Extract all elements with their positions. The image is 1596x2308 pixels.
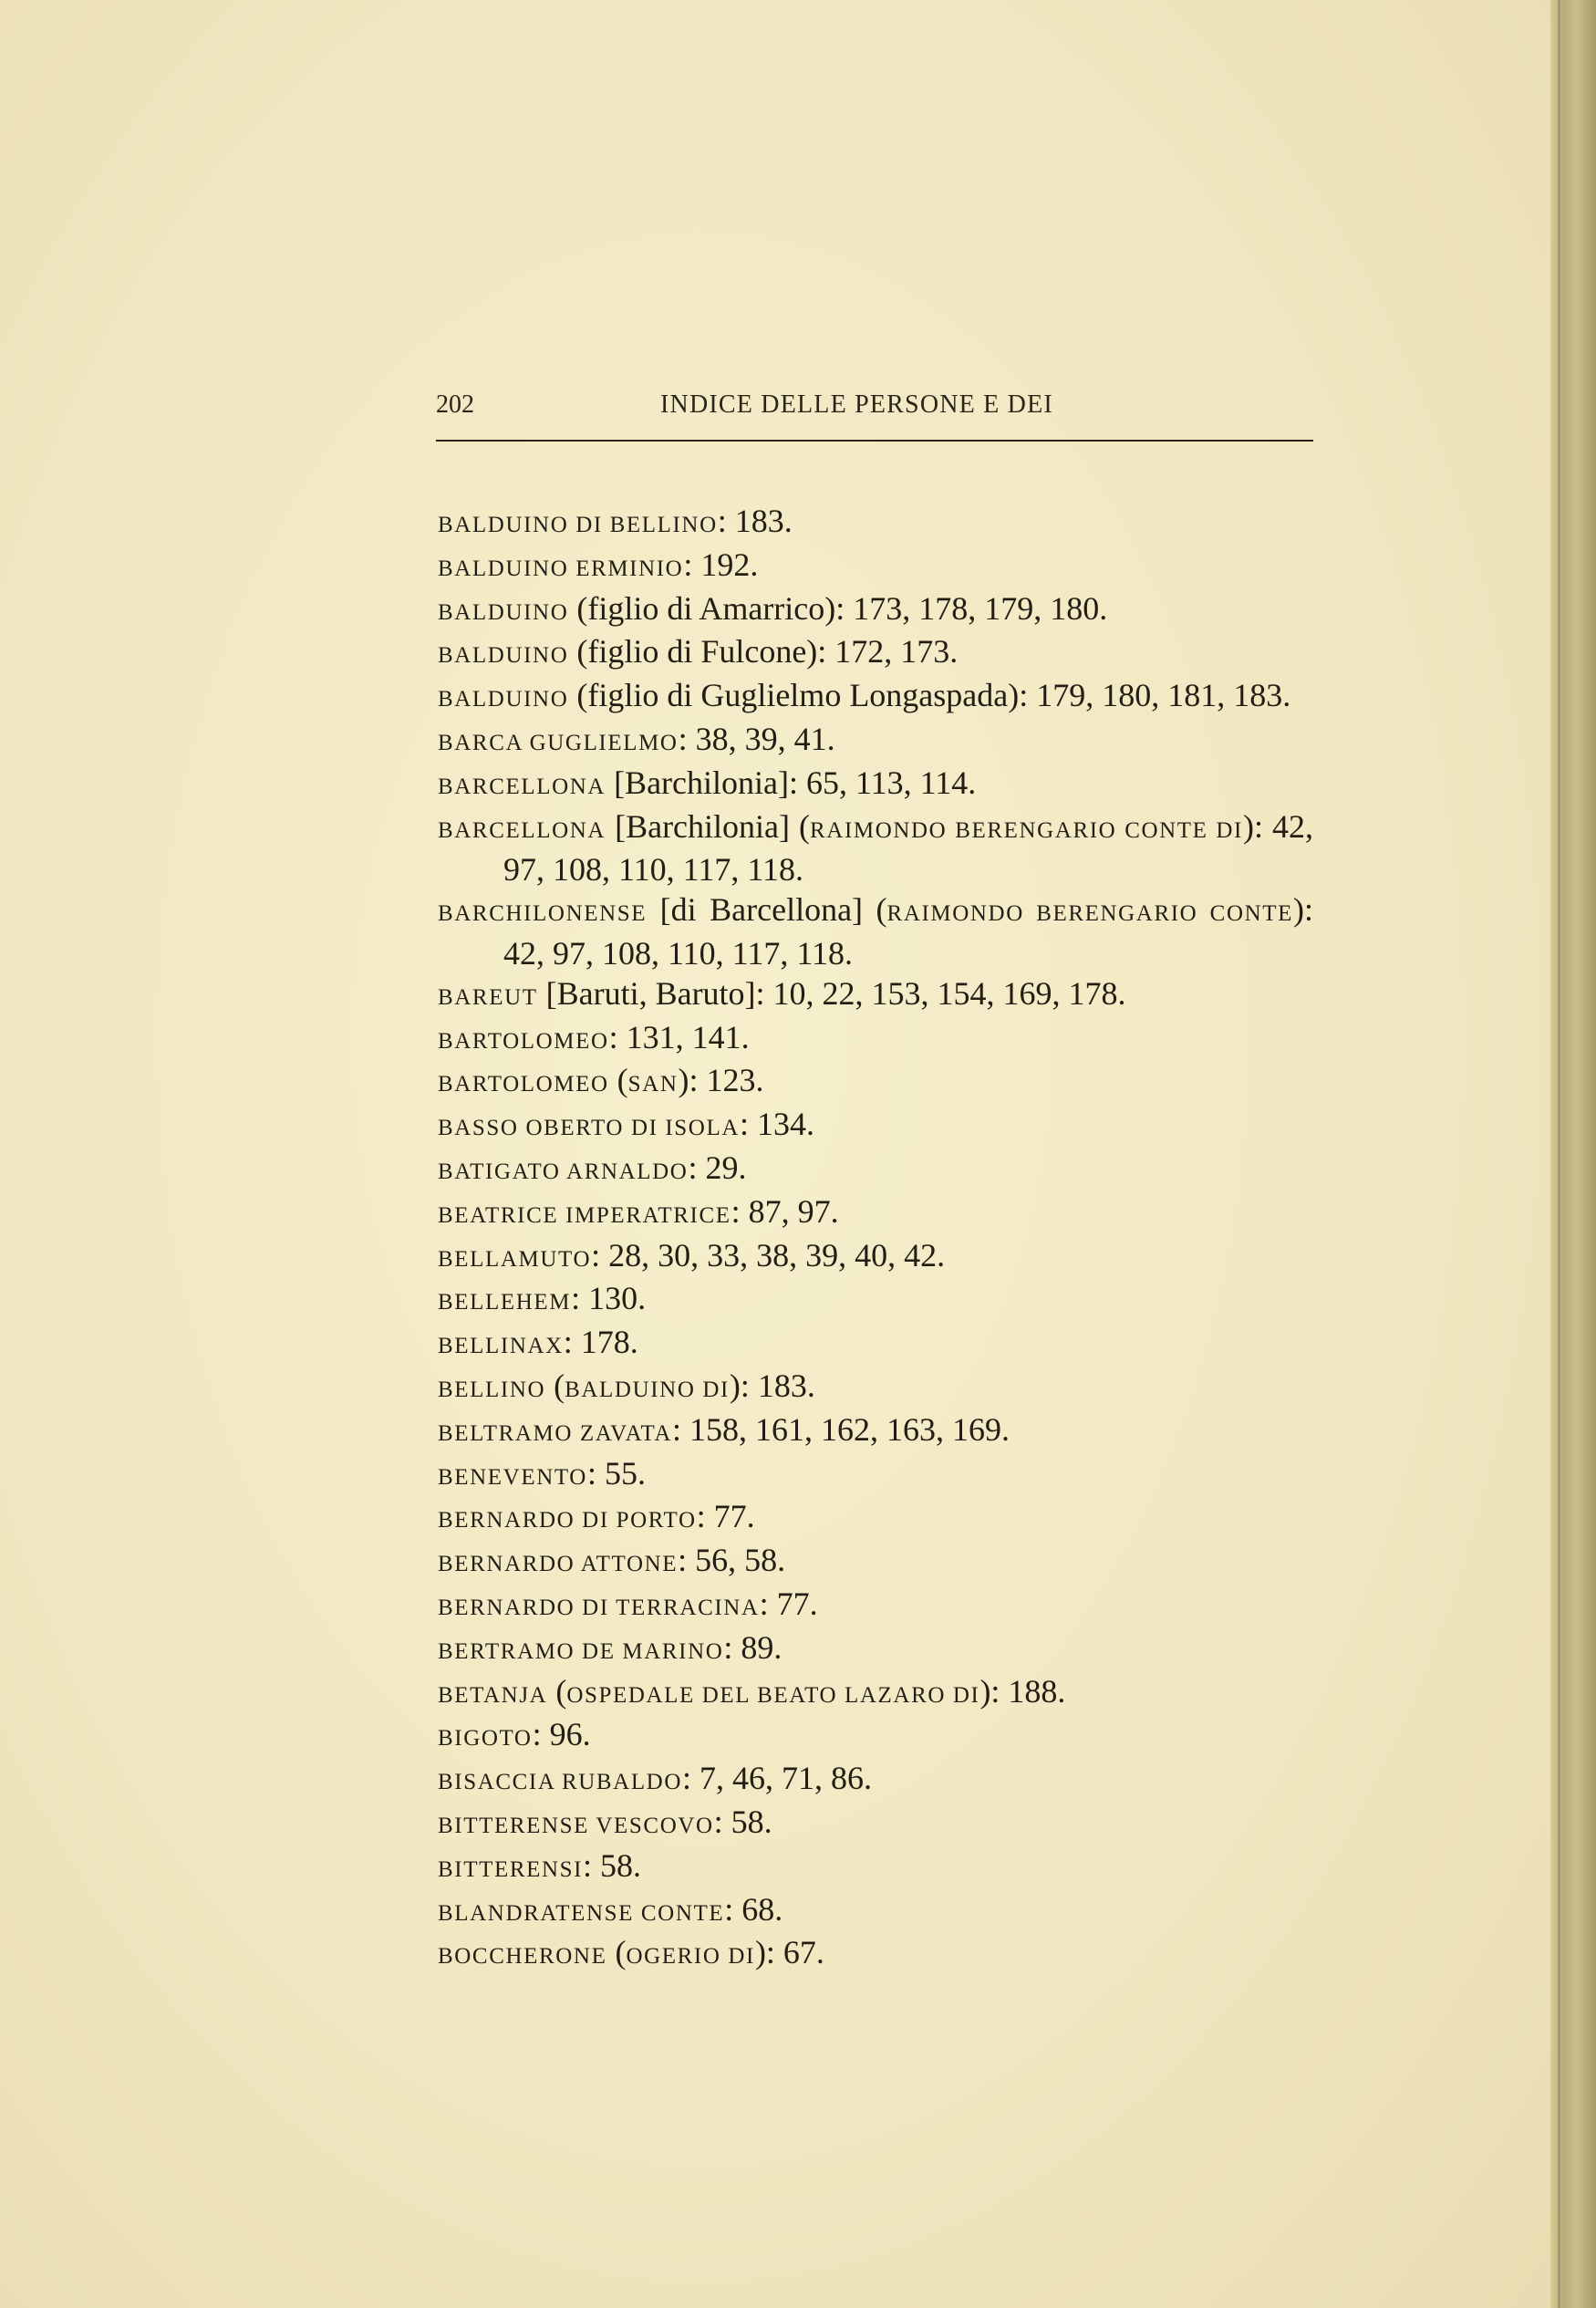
entry-text: : 183.: [717, 503, 793, 539]
entry-heading: BASSO OBERTO DI ISOLA: [438, 1116, 740, 1141]
entry-heading: BATIGATO ARNALDO: [438, 1159, 689, 1184]
entry-text: [Barchilonia] (: [606, 807, 811, 845]
index-entry: [438, 1715, 1313, 1759]
entry-heading: BERNARDO ATTONE: [438, 1552, 679, 1577]
index-entry: [438, 632, 1313, 676]
entry-heading: BALDUINO: [438, 687, 569, 712]
entry-text: : 58.: [713, 1803, 772, 1840]
entry-heading: BARTOLOMEO: [438, 1028, 609, 1054]
index-entry: [438, 1454, 1313, 1498]
index-entry: [438, 1846, 1313, 1890]
entry-text: ): 183.: [729, 1367, 815, 1404]
entry-subheading: OSPEDALE DEL BEATO LAZARO DI: [566, 1682, 980, 1708]
entry-text: (: [547, 1672, 567, 1710]
index-entry: [438, 1105, 1313, 1149]
entry-heading: BELTRAMO ZAVATA: [438, 1420, 672, 1446]
entry-text: ): 42, 97, 108, 110, 117, 118.: [503, 891, 1313, 972]
entry-text: : 38, 39, 41.: [678, 720, 835, 757]
entry-text: ): 42, 97, 108, 110, 117, 118.: [503, 807, 1314, 889]
entry-text: : 96.: [532, 1716, 591, 1753]
entry-text: : 131, 141.: [608, 1018, 750, 1055]
index-entry: [438, 1061, 1313, 1105]
entry-text: : 87, 97.: [731, 1192, 839, 1230]
entry-text: : 68.: [724, 1890, 783, 1928]
entry-text: (figlio di Amarrico): 173, 178, 179, 180.: [568, 589, 1108, 627]
entry-heading: BARCELLONA: [438, 817, 606, 843]
page-number: 202: [436, 390, 474, 419]
entry-text: : 158, 161, 162, 163, 169.: [672, 1410, 1010, 1448]
index-entry: [438, 1585, 1313, 1628]
entry-heading: BISACCIA RUBALDO: [438, 1770, 682, 1795]
entry-heading: BLANDRATENSE CONTE: [438, 1900, 725, 1926]
entry-text: (: [545, 1367, 565, 1404]
entry-subheading: RAIMONDO BERENGARIO CONTE DI: [810, 817, 1243, 843]
index-entry: [438, 676, 1313, 720]
entry-subheading: OGERIO DI: [626, 1944, 755, 1970]
entry-heading: BELLAMUTO: [438, 1246, 592, 1272]
index-entry: [438, 1672, 1313, 1716]
entry-text: (: [608, 1062, 628, 1099]
entry-text: [Barchilonia]: 65, 113, 114.: [606, 764, 977, 801]
entry-heading: BIGOTO: [438, 1726, 533, 1752]
index-entry: [438, 1018, 1313, 1062]
entry-heading: BEATRICE IMPERATRICE: [438, 1202, 731, 1228]
entry-text: : 58.: [583, 1846, 642, 1884]
entry-text: ): 67.: [754, 1934, 824, 1971]
entry-heading: BERNARDO DI TERRACINA: [438, 1595, 760, 1620]
entry-heading: BALDUINO: [438, 599, 569, 625]
entry-heading: BARTOLOMEO: [438, 1072, 609, 1097]
entry-heading: BARCHILONENSE: [438, 901, 648, 927]
entry-subheading: BALDUINO DI: [565, 1377, 730, 1402]
index-entry: [438, 764, 1313, 807]
entry-heading: BARCELLONA: [438, 774, 606, 799]
entry-text: (figlio di Guglielmo Longaspada): 179, 180, 181, 183.: [568, 677, 1291, 714]
entry-text: : 56, 58.: [678, 1542, 786, 1579]
page-edge-shadow: [1558, 0, 1560, 2308]
entry-heading: BALDUINO DI BELLINO: [438, 513, 718, 537]
index-entry: [438, 1149, 1313, 1192]
entry-heading: BELLINO: [438, 1377, 546, 1402]
entry-text: ): 123.: [678, 1062, 764, 1099]
index-entry: [438, 546, 1313, 589]
entry-text: : 7, 46, 71, 86.: [682, 1760, 873, 1797]
entry-text: ): 188.: [979, 1672, 1066, 1710]
entry-heading: BARCA GUGLIELMO: [438, 730, 679, 755]
entry-heading: BELLINAX: [438, 1334, 564, 1359]
index-entry: [438, 1759, 1313, 1803]
index-entry: [438, 720, 1313, 764]
entry-text: : 28, 30, 33, 38, 39, 40, 42.: [591, 1236, 946, 1274]
entry-subheading: RAIMONDO BERENGARIO CONTE: [886, 901, 1293, 927]
entry-heading: BETANJA: [438, 1682, 548, 1708]
entry-text: (: [606, 1934, 627, 1971]
entry-text: : 134.: [739, 1106, 814, 1143]
entry-heading: BALDUINO: [438, 643, 569, 669]
entry-text: : 178.: [563, 1324, 638, 1361]
entry-text: : 77.: [696, 1498, 755, 1535]
entry-heading: BALDUINO ERMINIO: [438, 556, 684, 581]
index-entry: [438, 890, 1313, 974]
index-entry: [438, 1497, 1313, 1541]
entry-text: : 130.: [571, 1280, 647, 1317]
index-entry: [438, 1410, 1313, 1454]
index-entry: [438, 1890, 1313, 1934]
index-entry: [438, 589, 1313, 633]
entry-heading: BENEVENTO: [438, 1464, 587, 1490]
entry-text: : 29.: [688, 1149, 747, 1186]
index-entry: [438, 1367, 1313, 1410]
index-entry: [438, 974, 1313, 1018]
index-entries: [438, 502, 1313, 1977]
entry-heading: BAREUT: [438, 984, 538, 1010]
running-header: [436, 389, 1313, 442]
index-entry: [438, 1192, 1313, 1236]
entry-text: [Baruti, Baruto]: 10, 22, 153, 154, 169, 178.: [537, 974, 1126, 1012]
entry-subheading: SAN: [627, 1072, 679, 1097]
index-entry: [438, 1803, 1313, 1846]
entry-heading: BOCCHERONE: [438, 1944, 607, 1970]
entry-text: : 55.: [586, 1454, 646, 1492]
entry-heading: BITTERENSI: [438, 1856, 584, 1882]
entry-heading: BERTRAMO DE MARINO: [438, 1638, 724, 1664]
entry-heading: BELLEHEM: [438, 1290, 572, 1315]
index-entry: [438, 1628, 1313, 1672]
entry-text: : 192.: [683, 546, 759, 583]
index-entry: [438, 807, 1313, 891]
index-entry: [438, 1279, 1313, 1323]
index-entry: [438, 1236, 1313, 1280]
entry-heading: BITTERENSE VESCOVO: [438, 1813, 714, 1838]
index-entry: [438, 1541, 1313, 1585]
entry-heading: BERNARDO DI PORTO: [438, 1508, 697, 1533]
entry-text: [di Barcellona] (: [647, 891, 887, 929]
index-entry: [438, 502, 1313, 546]
entry-text: (figlio di Fulcone): 172, 173.: [568, 633, 959, 671]
running-title: INDICE DELLE PERSONE E DEI: [660, 390, 1053, 419]
entry-text: : 89.: [723, 1628, 782, 1666]
entry-text: : 77.: [759, 1585, 818, 1622]
index-entry: [438, 1323, 1313, 1367]
index-entry: [438, 1933, 1313, 1977]
